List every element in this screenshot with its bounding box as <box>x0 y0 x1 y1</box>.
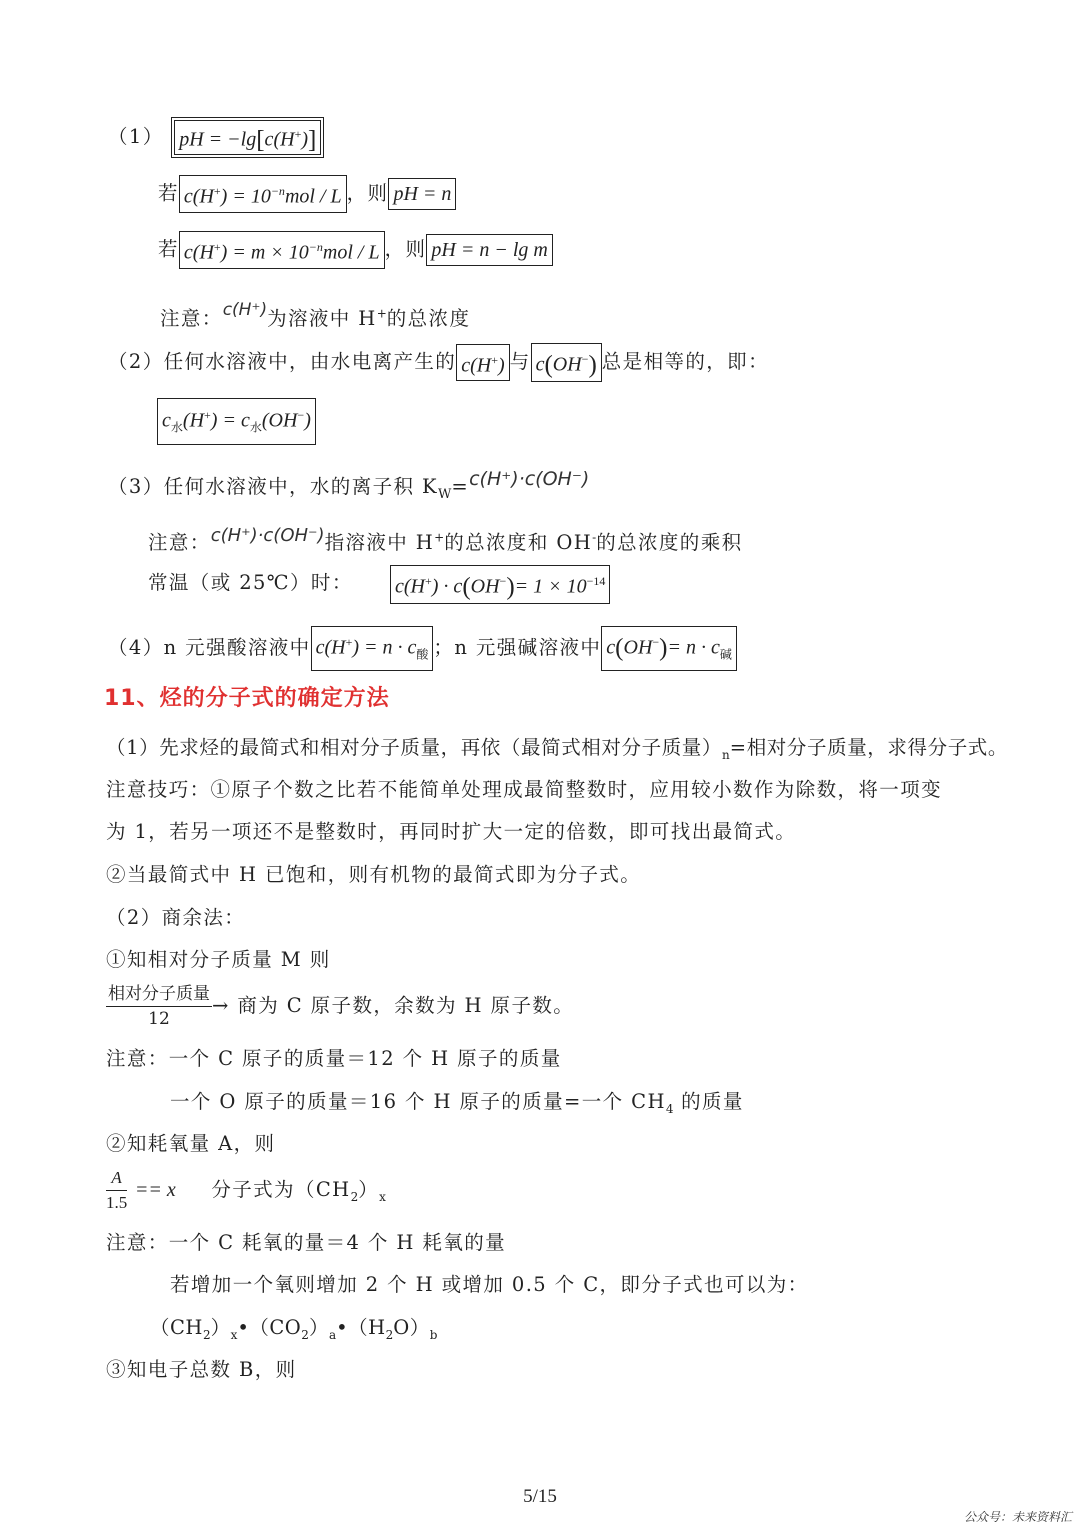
item-4: （4）n 元强酸溶液中 $c(H^+) = n \cdot c_酸$ ；n 元强碱溶液中 $c(OH^-)= n \cdot c_碱$ <box>108 626 737 671</box>
s11-formula-combo: $(CH_2)_x•(CO_2)_a•(H_2O)_b$ <box>150 1316 438 1342</box>
handwritten-ion-product: c(H⁺)·c(OH⁻) <box>210 525 325 546</box>
formula-h-concentration-2: $c(H^+) = m \times 10^{-n}mol / L$ <box>179 231 385 269</box>
s11-line-5: （2）商余法： <box>106 906 246 929</box>
s11-note-1: 注意：一个 C 原子的质量＝12 个 H 原子的质量 <box>106 1047 562 1070</box>
note-1: 注意：c(H⁺)为溶液中 H+的总浓度 <box>160 300 471 330</box>
s11-line-6: ①知相对分子质量 M 则 <box>106 948 331 971</box>
s11-line-1: （1）先求烃的最简式和相对分子质量，再依（最简式相对分子质量）$_n=$相对分子质量，求得分子式。 <box>106 736 1008 762</box>
item-1-number: （1） <box>108 124 164 148</box>
formula-c-oh: c(OH−) <box>531 343 602 382</box>
section-heading-11: 11、烃的分子式的确定方法 <box>104 686 390 711</box>
watermark: 公众号：未来资料汇 <box>963 1510 1072 1524</box>
item-1 <box>108 117 324 158</box>
line-ph-n: 若 $c(H^+) = 10^{-n}mol / L$ ，则 pH = n <box>158 175 456 213</box>
handwritten-c-h: c(H⁺) <box>222 300 268 320</box>
formula-strong-acid: $c(H^+) = n \cdot c_酸$ <box>311 626 434 671</box>
item-2: （2）任何水溶液中，由水电离产生的 c(H+) 与 c(OH−) 总是相等的，即： <box>108 343 769 382</box>
s11-line-electrons: ③知电子总数 B，则 <box>106 1358 297 1381</box>
s11-fraction-line-2: $\frac{A}{1.5}$ == x 分子式为$(CH_2)_x$ <box>106 1166 386 1215</box>
formula-ph-equals-n: pH = n <box>388 178 456 210</box>
item-3: （3）任何水溶液中，水的离子积 $K_W=c(H^+)\cdot c(OH^-)$ <box>108 468 590 502</box>
page-number: 5/15 <box>523 1486 557 1507</box>
fraction-a-over-1-5: $\frac{A}{1.5}$ <box>106 1168 128 1212</box>
room-temperature-line: 常温（或 25℃）时： <box>148 571 353 594</box>
formula-kw-value: $c(H^+) \cdot c(OH^-)= 1 \times 10^{-14}$ <box>390 565 610 604</box>
s11-note-4: 若增加一个氧则增加 2 个 H 或增加 0.5 个 C，即分子式也可以为： <box>170 1273 809 1296</box>
formula-water-equal: $c_水(H^+) = c_水(OH^-)$ <box>157 398 316 445</box>
s11-note-3: 注意：一个 C 耗氧的量＝4 个 H 耗氧的量 <box>106 1231 507 1254</box>
s11-line-3: 为 1，若另一项还不是整数时，再同时扩大一定的倍数，即可找出最简式。 <box>106 820 797 843</box>
s11-note-2: 一个 O 原子的质量＝16 个 H 原子的质量=一个 $CH_4$ 的质量 <box>170 1090 744 1116</box>
formula-ph-definition: pH = −lg[c(H+)] <box>171 117 324 158</box>
note-3: 注意：c(H⁺)·c(OH⁻)指溶液中 H+的总浓度和 OH-的总浓度的乘积 <box>148 525 743 554</box>
s11-line-4: ②当最简式中 H 已饱和，则有机物的最简式即为分子式。 <box>106 863 642 886</box>
s11-line-2: 注意技巧：①原子个数之比若不能简单处理成最简整数时，应用较小数作为除数，将一项变 <box>106 778 943 801</box>
formula-ph-n-minus-lgm: pH = n − lg m <box>426 234 552 266</box>
s11-fraction-line: $\frac{\text{相对分子质量}}{12}$ → 商为 C 原子数，余数为 H 原子数。 <box>108 984 575 1029</box>
handwritten-kw: c(H⁺)·c(OH⁻) <box>469 468 590 490</box>
s11-line-oxygen: ②知耗氧量 A，则 <box>106 1132 276 1155</box>
fraction-mass-over-12: $\frac{\text{相对分子质量}}{12}$ <box>108 984 210 1029</box>
formula-strong-base: $c(OH^-)= n \cdot c_碱$ <box>601 626 737 671</box>
formula-c-h: c(H+) <box>456 344 509 382</box>
formula-h-concentration-1: $c(H^+) = 10^{-n}mol / L$ <box>179 175 347 213</box>
line-ph-n-lgm: 若 $c(H^+) = m \times 10^{-n}mol / L$ ，则 pH = n − lg m <box>158 231 553 269</box>
